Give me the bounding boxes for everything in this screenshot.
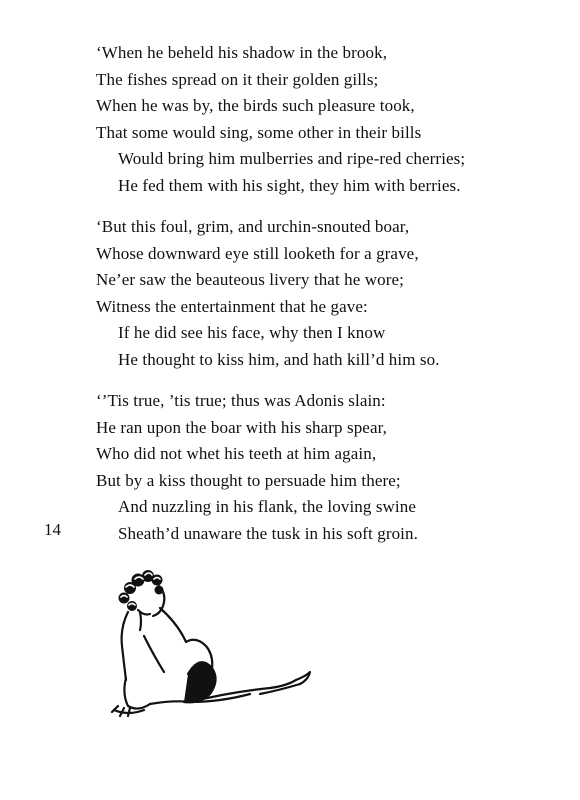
stanza xyxy=(96,40,566,199)
poem-line-indented: Would bring him mulberries and ripe-red cherries; xyxy=(118,149,466,168)
poem-line: When he was by, the birds such pleasure took, xyxy=(96,96,415,115)
poem-line: But by a kiss thought to persuade him there; xyxy=(96,470,401,490)
poem-line: Who did not whet his teeth at him again, xyxy=(96,444,377,463)
poem-line-indented: He fed them with his sight, they him with berries. xyxy=(118,175,461,195)
poem-line: That some would sing, some other in their bills xyxy=(96,122,422,142)
poem-line: Witness the entertainment that he gave: xyxy=(96,296,368,316)
poem-line-indented: He thought to kiss him, and hath kill’d him so. xyxy=(118,349,440,369)
reclining-figure-illustration xyxy=(104,566,320,726)
poem-line: ‘When he beheld his shadow in the brook, xyxy=(96,43,388,62)
poem-line: ‘But this foul, grim, and urchin-snouted boar, xyxy=(96,217,410,236)
poem-line: Whose downward eye still looketh for a grave, xyxy=(96,243,419,263)
poem-line: Ne’er saw the beauteous livery that he wore; xyxy=(96,270,404,289)
stanza xyxy=(96,388,566,547)
poem-line: ‘’Tis true, ’tis true; thus was Adonis slain: xyxy=(96,391,386,410)
poem-line: He ran upon the boar with his sharp spear, xyxy=(96,417,388,437)
poem-line-indented: If he did see his face, why then I know xyxy=(118,323,386,342)
stanza xyxy=(96,214,566,373)
poem-line: The fishes spread on it their golden gills; xyxy=(96,69,379,89)
page-number: 14 xyxy=(44,520,61,539)
poem-line-indented: And nuzzling in his flank, the loving swine xyxy=(118,497,416,516)
poem-line-indented: Sheath’d unaware the tusk in his soft groin. xyxy=(118,523,418,543)
